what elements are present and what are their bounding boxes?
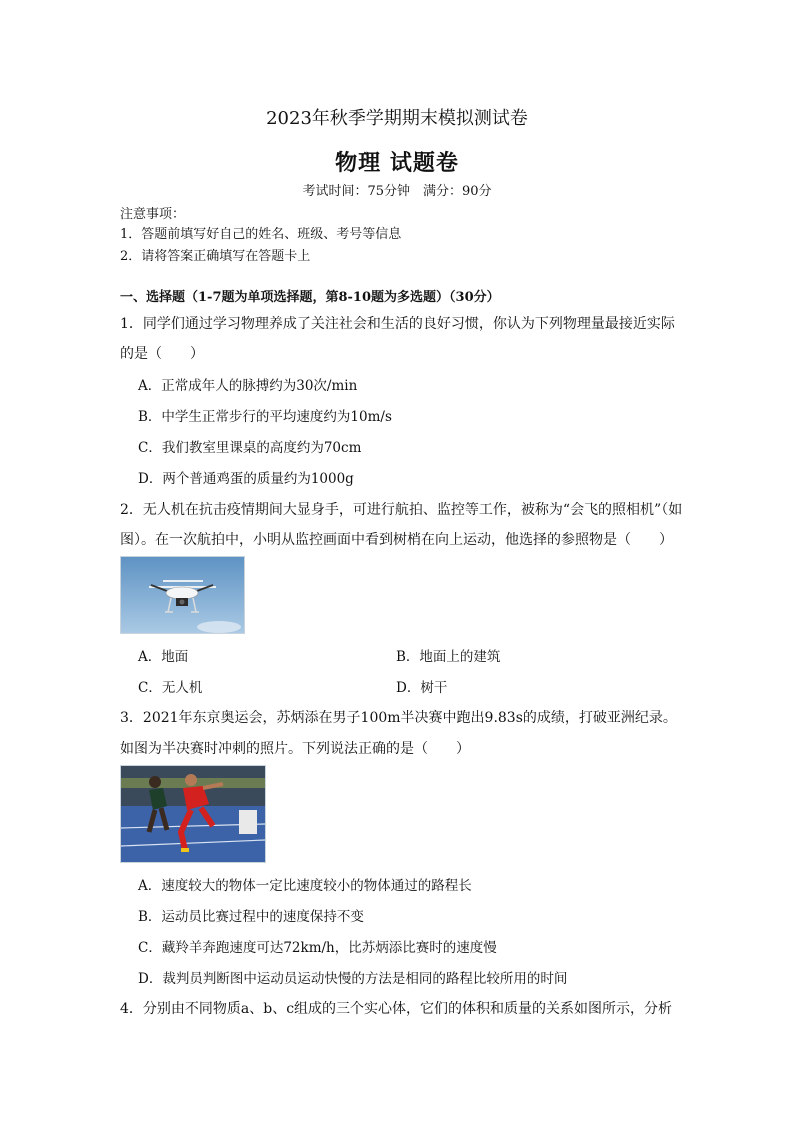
option-a: A．地面 — [138, 649, 189, 665]
option-d: D．两个普通鸡蛋的质量约为1000g — [138, 471, 354, 487]
option-c: C．无人机 — [138, 680, 203, 696]
option-b: B．运动员比赛过程中的速度保持不变 — [138, 909, 364, 925]
question-stem: 的是（ ） — [120, 346, 204, 362]
exam-meta: 考试时间：75分钟 满分：90分 — [302, 184, 492, 199]
question-stem: 图）。在一次航拍中，小明从监控画面中看到树梢在向上运动，他选择的参照物是（ ） — [120, 532, 673, 548]
sprint-photo — [120, 765, 266, 863]
option-d: D．裁判员判断图中运动员运动快慢的方法是相同的路程比较所用的时间 — [138, 971, 568, 987]
notice-item: 2．请将答案正确填写在答题卡上 — [120, 249, 311, 264]
notice-heading: 注意事项： — [120, 207, 186, 222]
option-b: B．中学生正常步行的平均速度约为10m/s — [138, 409, 392, 425]
section-heading: 一、选择题（1-7题为单项选择题，第8-10题为多选题）（30分） — [120, 290, 500, 305]
option-c: C．藏羚羊奔跑速度可达72km/h，比苏炳添比赛时的速度慢 — [138, 940, 497, 956]
question-stem: 如图为半决赛时冲刺的照片。下列说法正确的是（ ） — [120, 741, 470, 757]
option-d: D．树干 — [396, 680, 448, 696]
option-a: A．速度较大的物体一定比速度较小的物体通过的路程长 — [138, 878, 472, 894]
question-stem: 2．无人机在抗击疫情期间大显身手，可进行航拍、监控等工作，被称为“会飞的照相机”（如 — [120, 502, 683, 518]
option-b: B．地面上的建筑 — [396, 649, 501, 665]
question-stem: 4．分别由不同物质a、b、c组成的三个实心体，它们的体积和质量的关系如图所示，分析 — [120, 1001, 673, 1017]
drone-photo — [120, 556, 245, 634]
exam-subtitle: 物理 试题卷 — [335, 150, 459, 176]
notice-item: 1．答题前填写好自己的姓名、班级、考号等信息 — [120, 227, 402, 242]
question-stem: 3．2021年东京奥运会，苏炳添在男子100m半决赛中跑出9.83s的成绩，打破亚洲纪录。 — [120, 710, 677, 726]
option-c: C．我们教室里课桌的高度约为70cm — [138, 440, 362, 456]
option-a: A．正常成年人的脉搏约为30次/min — [138, 378, 358, 394]
question-stem: 1．同学们通过学习物理养成了关注社会和生活的良好习惯，你认为下列物理量最接近实际 — [120, 316, 675, 332]
exam-title: 2023年秋季学期期末模拟测试卷 — [266, 108, 528, 129]
